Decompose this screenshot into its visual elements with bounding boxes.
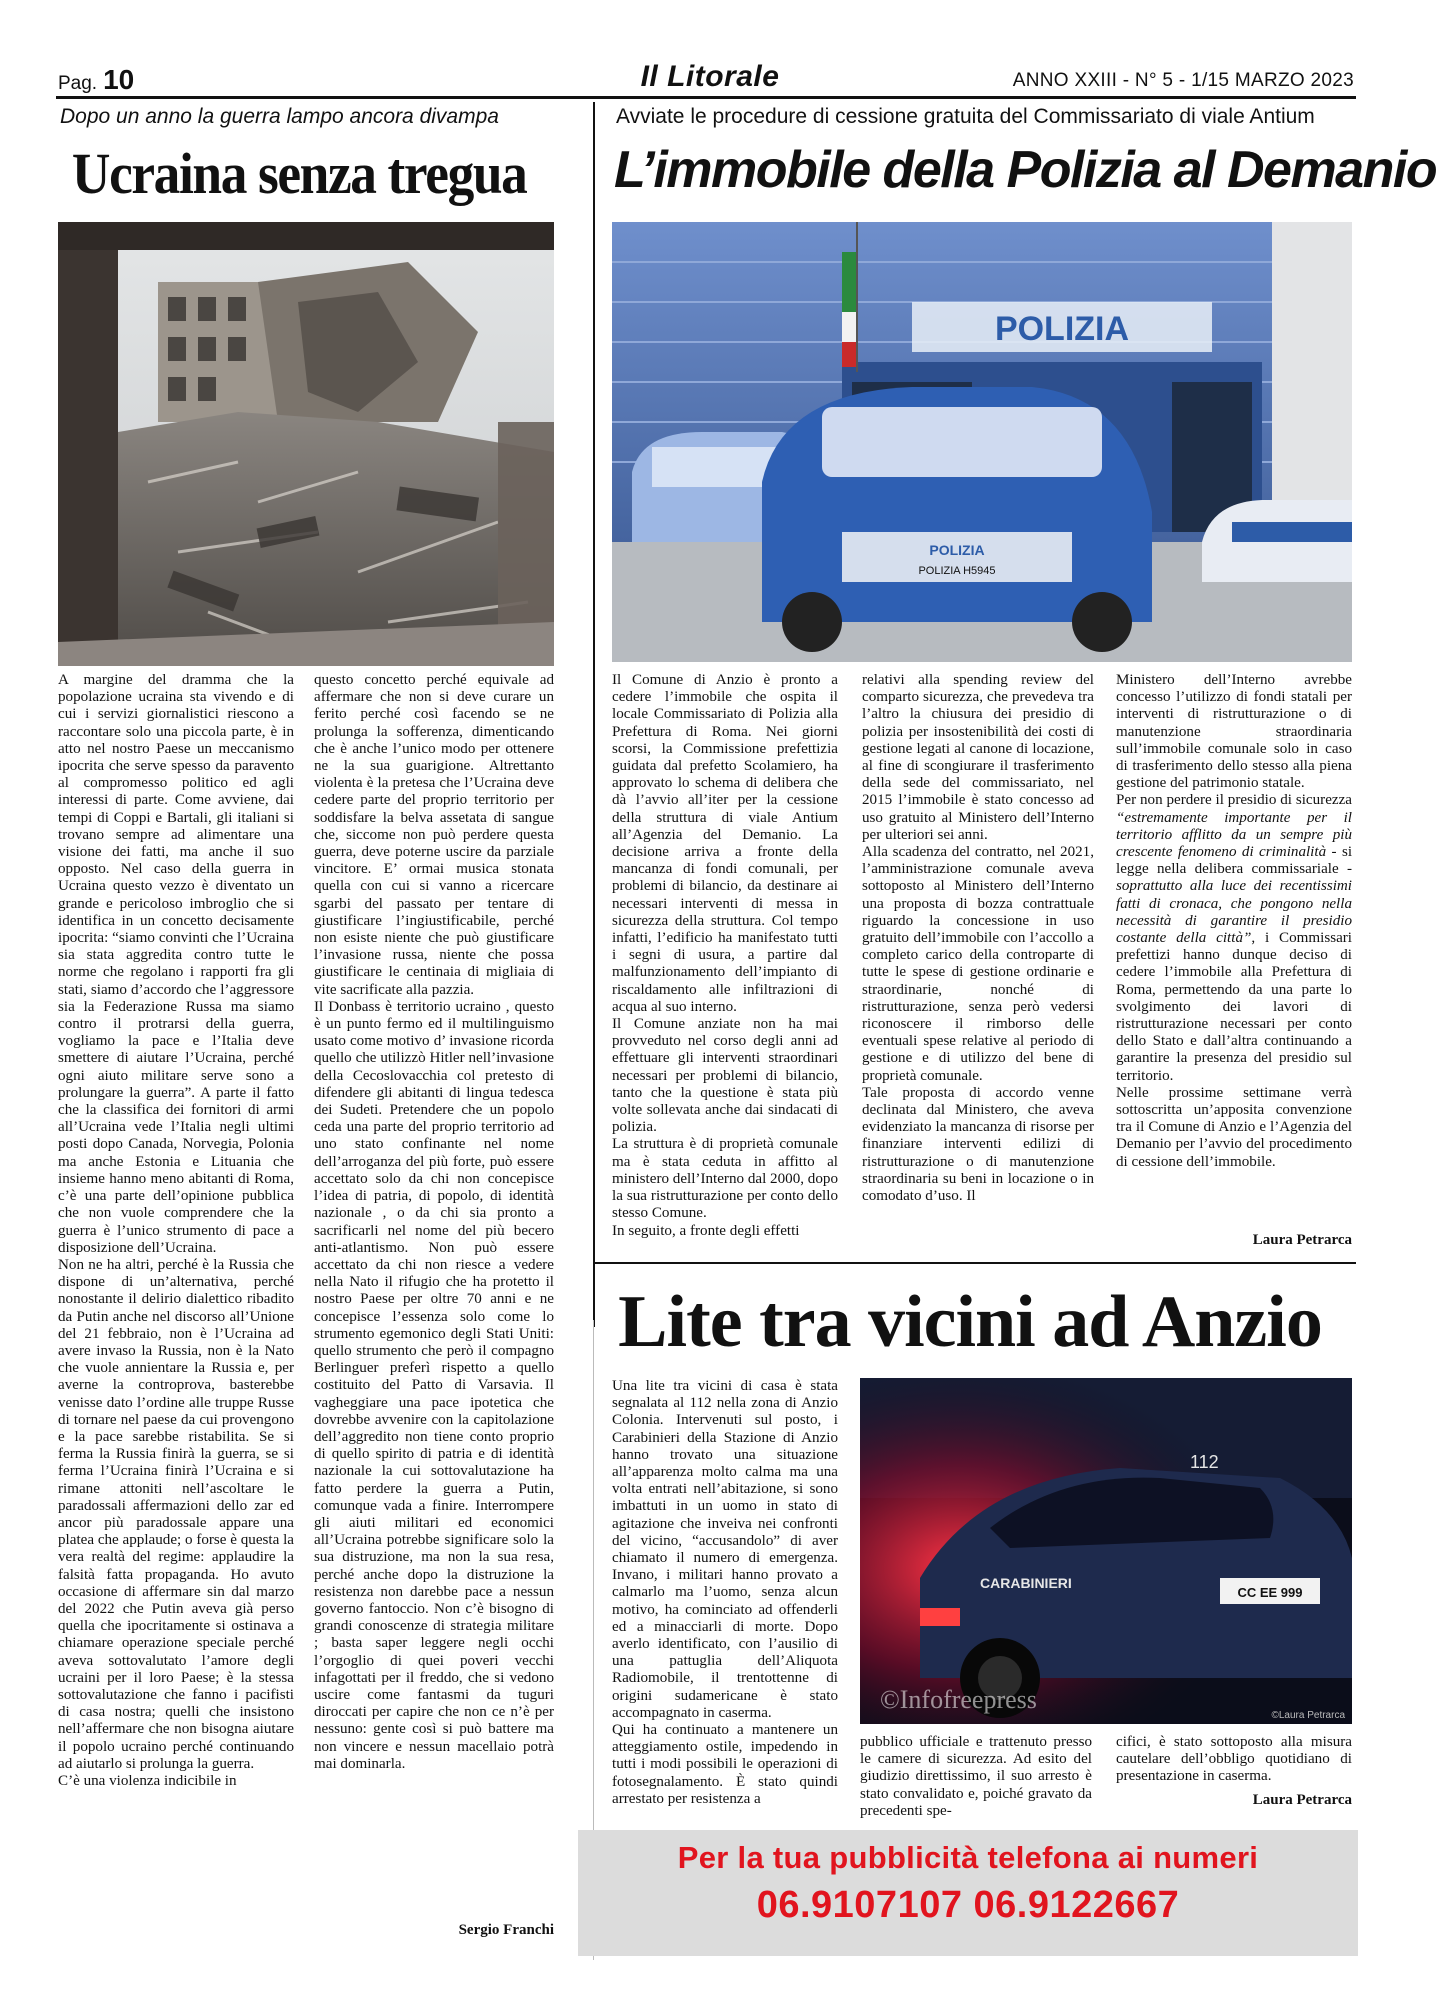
article3-col3: cifici, è stato sottoposto alla misura cautelare dell’obbligo quotidiano di presentazione in caserma. bbox=[1116, 1734, 1352, 1785]
article1-col2: questo concetto perché equivale ad affermare che non si deve curare un ferito perché così facendo se ne prolunga la sofferenza, dimenticando che è anche l’unico modo per ottenere ne la sua guarigione. Altrettanto violenta è la pretesa che l’Ucraina deve cedere parte del proprio territorio per soddisfare la belva assetata di sangue che, siccome non può perdere questa guerra, deve poterne uscire da parziale vincitore. E’ ormai musica stonata quella con cui si vanno a ricercare sgarbi del passato per tentare di giustificare l’ingiustificabile, perché non esiste niente che può giustificare l’invasione russa, niente che possa giustificare le centinaia di migliaia di vite sacrificate alla pazzia. Il Donbass è territorio ucraino , questo è un punto fermo ed il multilinguismo usato come motivo d’ invasione ricorda quello che utilizzò Hitler nell’invasione della Cecoslovacchia col pretesto di difendere gli abitanti di lingua tedesca dei Sudeti. Pretendere che un popolo ceda una parte del proprio territorio ad uno stato confinante nel nome dell’arroganza del più forte, può essere accettato solo da chi non concepisce l’idea di patria, di popolo, di identità nazionale , o da chi sia pronto a sacrificarli nel nome del più becero anti-atlantismo. Non può essere accettato da chi non riesce a vedere nella Nato il rifugio che ha protetto il nostro Paese per oltre 70 anni e ne concepisce l’essenza solo come lo strumento egemonico degli Stati Uniti: quello strumento che però il compagno Berlinguer preferì rispetto a quello costituito del Patto di Varsavia. Il vagheggiare una pace ipotetica che dovrebbe avvenire con la capitolazione dell’aggredito non tiene conto proprio di quello spirito di patria e di identità nazionale la cui sottovalutazione ha fatto perdere la guerra a Putin, comunque vada a finire. Interrompere gli aiuti militari ed economici all’Ucraina potrebbe significare solo la sua distruzione, ma non la sua resa, perché anche dopo la distruzione la resistenza non darebbe pace a nessun governo fantoccio. Non c’è bisogno di grandi conoscenze di strategia militare ; basta saper leggere negli occhi l’orgoglio di quei poveri vecchi infagottati per il freddo, che si vedono uscire come fantasmi da tuguri diroccati per capire che non ce n’è per nessuno: gente così si può battere ma non vincere e nessun macellaio potrà mai dominarla. bbox=[314, 672, 554, 1772]
article2-col1: Il Comune di Anzio è pronto a cedere l’immobile che ospita il locale Commissariato di Polizia alla Prefettura di Roma. Nei giorni scorsi, la Commissione prefettizia guidata dal prefetto Scolamiero, ha approvato lo schema di delibera che dà l’avvio all’iter per la cessione della struttura di viale Antium all’Agenzia del Demanio. La decisione arriva a fronte della mancanza di fondi comunali, per problemi di bilancio, da destinare ai necessari interventi di messa in sicurezza della struttura. Col tempo infatti, l’edificio ha manifestato tutti i segni di usura, a partire dal malfunzionamento dell’impianto di riscaldamento alle infiltrazioni di acqua al suo interno. Il Comune anziate non ha mai provveduto nel corso degli anni ad effettuare gli interventi straordinari necessari per problemi di bilancio, tanto che la questione è stata più volte sollevata anche dai sindacati di polizia. La struttura è di proprietà comunale ma è stata ceduta in affitto al ministero dell’Interno dal 2000, dopo la sua ristrutturazione per conto dello stesso Comune. In seguito, a fronte degli effetti bbox=[612, 672, 838, 1239]
article3-col2: pubblico ufficiale e trattenuto presso le camere di sicurezza. Ad esito del giudizio direttissimo, il suo arresto è stato convalidato e, poiché gravato da precedenti spe- bbox=[860, 1734, 1092, 1819]
carabinieri-car-label: CARABINIERI bbox=[980, 1575, 1072, 1591]
article2-col3: Ministero dell’Interno avrebbe concesso l’utilizzo di fondi statali per interventi di ristrutturazione o di manutenzione straordinaria sull’immobile comunale solo in caso di trasferimento dello stesso alla piena gestione del patrimonio statale. Per non perdere il presidio di sicurezza “estremamente importante per il territorio afflitto da un sempre più crescente fenomeno di criminalità - si legge nella delibera commissariale - soprattutto alla luce dei recentissimi fatti di cronaca, che pongono nella necessità di garantire il presidio costante della città”, i Commissari prefettizi hanno dunque deciso di cedere l’immobile alla Prefettura di Roma, permettendo da una parte lo svolgimento dei lavori di ristrutturazione necessari per conto dello Stato e dall’altra continuando a garantire la presenza del presidio sul territorio. Nelle prossime settimane verrà sottoscritta un’apposita convenzione tra il Comune di Anzio e l’Agenzia del Demanio per l’avvio del procedimento di cessione dell’immobile. bbox=[1116, 672, 1353, 1170]
article2-kicker: Avviate le procedure di cessione gratuita del Commissariato di viale Antium bbox=[616, 105, 1315, 128]
article3-author: Laura Petrarca bbox=[1252, 1792, 1352, 1808]
article2-col2: relativi alla spending review del comparto sicurezza, che prevedeva tra l’altro la chiusura dei presidio di polizia per insostenibilità dei costi di gestione legati al canone di locazione, al fine di scongiurare il trasferimento della sede del commissariato, nel 2015 l’immobile è stato concesso ad uso gratuito al Ministero dell’Interno per ulteriori sei anni. Alla scadenza del contratto, nel 2021, l’amministrazione comunale aveva sottoposto al Ministero dell’Interno una proposta di bozza contrattuale riguardo la concessione in uso gratuito dell’immobile con l’accollo a completo carico della controparte di tutte le spese di gestione ordinarie e straordinarie, nonché di ristrutturazione, senza però vedersi riconoscere il rimborso delle eventuali spese relative al periodo di gestione e di utilizzo del bene di proprietà comunale. Tale proposta di accordo venne declinata dal Ministero, che aveva evidenziato la mancanza di risorse per finanziare interventi edilizi di ristrutturazione o di manutenzione straordinaria su beni in locazione o in comodato d’uso. Il bbox=[862, 672, 1094, 1205]
police-car-plate: POLIZIA H5945 bbox=[918, 565, 996, 577]
article2-author: Laura Petrarca bbox=[1252, 1232, 1352, 1248]
article1-col1: A margine del dramma che la popolazione ucraina sta vivendo e di cui i servizi giornalistici riescono a raccontare solo una piccola parte, è in atto nel nostro Paese un meccanismo ipocrita che serve spesso da paravento al compromesso politico ed agli interessi di parte. Come avviene, dai tempi di Coppi e Bartali, gli italiani si trovano sempre ad alimentare una visione dei fatti, ma anche il suo opposto. Nel caso della guerra in Ucraina questo vezzo è diventato un grande e pericoloso imbroglio che si identifica in un concetto decisamente ipocrita: “siamo convinti che l’Ucraina sia stata aggredita contro tutte le norme che regolano i rapporti fra gli stati, siamo d’accordo che l’aggressore sia la Federazione Russa ma siamo contro il protrarsi della guerra, vogliamo la pace e l’Italia deve smettere di aiutare l’Ucraina, perché ogni aiuto militare serve sono a prolungare la guerra”. A parte il fatto che la classifica dei fornitori di armi all’Ucraina vede l’Italia negli ultimi posti dopo Canada, Norvegia, Polonia ma anche Estonia e Lituania che insieme hanno meno abitanti di Roma, c’è una parte dell’opinione pubblica che non vuole comprendere che la guerra è l’unico strumento di pace a disposizione dell’Ucraina. Non ne ha altri, perché è la Russia che dispone di un’alternativa, perché nonostante il delirio dialettico ribadito da Putin anche nel discorso all’Unione del 21 febbraio, non è l’Ucraina ad avere invaso la Russia, non è la Nato che vuole annientare la Russia e, per averne la controprova, basterebbe venisse dato l’ordine alle truppe Russe di tornare nel paese da cui provengono e la pace sarebbe ristabilita. Se si ferma la Russia finirà la guerra, se si ferma l’Ucraina finirà l’Ucraina e si rimane attoniti nell’ascoltare le paradossali affermazioni dello zar ed ancor più paradossale appare una platea che applaude; o forse è questa la vera realtà del regime: applaudire la falsità fatta propaganda. Ho avuto occasione di affermare sin dal marzo del 2022 che Putin aveva già perso quella che ipocritamente si ostinava a chiamare operazione speciale perché aveva sottovalutato l’amore degli ucraini per il loro Paese; è la stessa sottovalutazione che fanno i pacifisti di casa nostra; quelli che insistono nell’affermare che non bisogna aiutare il popolo ucraino perché continuando ad aiutarlo si prolunga la guerra. C’è una violenza indicibile in bbox=[58, 672, 294, 1789]
column-divider bbox=[593, 102, 595, 1327]
page-label: Pag. 10 bbox=[58, 64, 135, 95]
photo-credit: ©Laura Petrarca bbox=[1271, 1710, 1345, 1721]
article1-headline: Ucraina senza tregua bbox=[71, 141, 527, 206]
ad-phone-numbers: 06.9107107 06.9122667 bbox=[756, 1884, 1180, 1926]
police-sign: POLIZIA bbox=[994, 310, 1130, 348]
ruins-photo bbox=[58, 222, 554, 666]
article1-kicker: Dopo un anno la guerra lampo ancora divampa bbox=[60, 105, 499, 128]
section-rule bbox=[593, 1262, 1356, 1264]
police-car-label: POLIZIA bbox=[929, 542, 985, 558]
advertisement-box bbox=[578, 1830, 1358, 1956]
police-station-photo bbox=[612, 222, 1352, 662]
carabinieri-photo bbox=[860, 1378, 1352, 1724]
ad-line1: Per la tua pubblicità telefona ai numeri bbox=[677, 1840, 1259, 1875]
issue-info: ANNO XXIII - N° 5 - 1/15 MARZO 2023 bbox=[1012, 70, 1354, 91]
article1-author: Sergio Franchi bbox=[458, 1922, 554, 1938]
header-rule bbox=[56, 96, 1356, 99]
article3-col1: Una lite tra vicini di casa è stata segnalata al 112 nella zona di Anzio Colonia. Intervenuti sul posto, i Carabinieri della Stazione di Anzio hanno trovato una situazione all’apparenza molto calma ma una volta entrati nell’abitazione, si sono imbattuti in un uomo in stato di agitazione che inveiva nei confronti del vicino, “accusandolo” di aver chiamato il numero di emergenza. Invano, i militari hanno provato a calmarlo ma l’uomo, senza alcun motivo, ha cominciato ad offenderli ed a minacciarli di morte. Dopo averlo identificato, con l’ausilio di una pattuglia dell’Aliquota Radiomobile, il trentottenne di origini sudamericane è stato accompagnato in caserma. Qui ha continuato a mantenere un atteggiamento ostile, impedendo in tutti i modi possibili le operazioni di fotosegnalamento. È stato quindi arrestato per resistenza a bbox=[612, 1378, 838, 1807]
photo-watermark: ©Infofreepress bbox=[880, 1685, 1037, 1714]
carabinieri-plate: CC EE 999 bbox=[1237, 1585, 1303, 1600]
masthead: Il Litorale bbox=[640, 60, 780, 93]
page-number: 10 bbox=[103, 64, 135, 95]
carabinieri-number: 112 bbox=[1190, 1452, 1219, 1472]
article3-headline: Lite tra vicini ad Anzio bbox=[618, 1281, 1322, 1363]
article2-headline: L’immobile della Polizia al Demanio bbox=[614, 141, 1436, 199]
